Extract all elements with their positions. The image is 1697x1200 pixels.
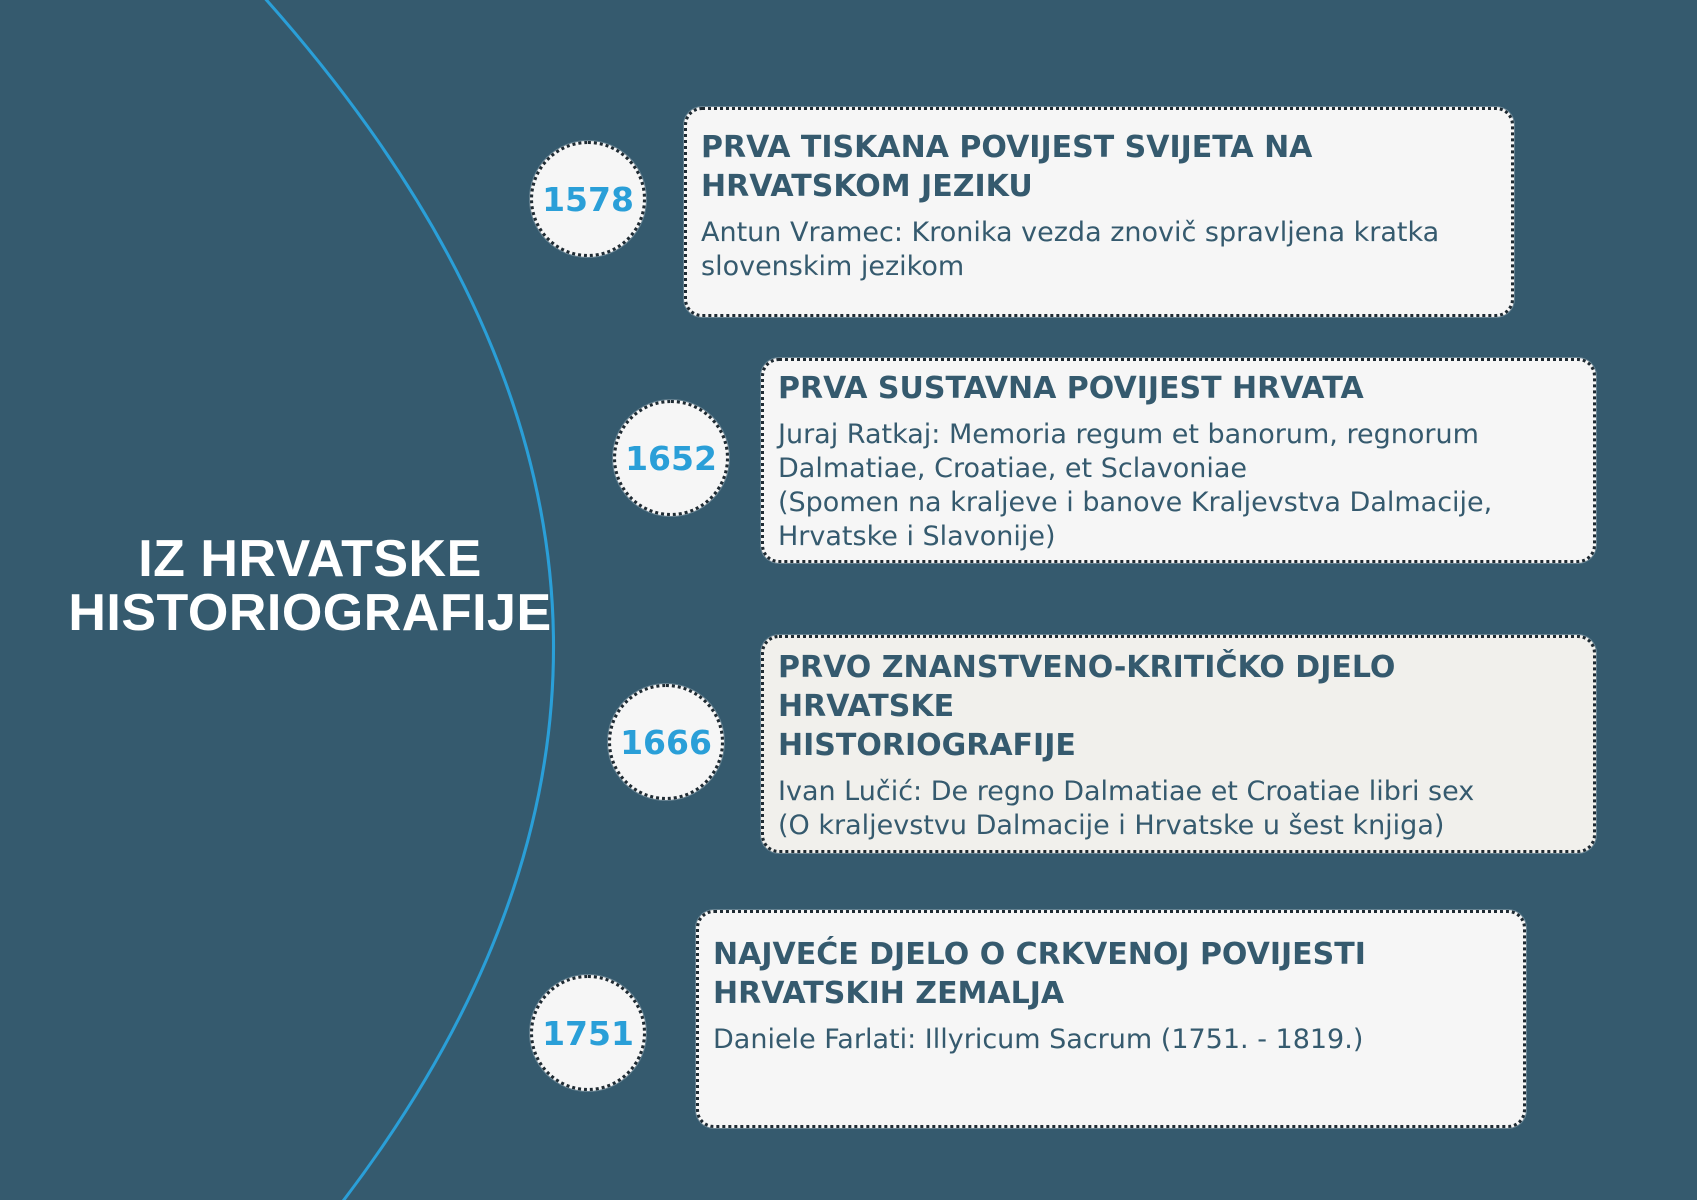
year-label: 1578 — [542, 179, 634, 219]
page-title — [30, 532, 590, 640]
event-heading: PRVA TISKANA POVIJEST SVIJETA NA HRVATSKOM JEZIKU — [701, 130, 1313, 204]
year-badge-1666 — [608, 684, 724, 800]
event-detail: Antun Vramec: Kronika vezda znovič spravljena kratka slovenskim jezikom — [701, 217, 1440, 282]
page-title-line-2: HISTORIOGRAFIJE — [68, 584, 552, 642]
event-card-1751 — [696, 910, 1526, 1128]
event-detail: Daniele Farlati: Illyricum Sacrum (1751. - 1819.) — [713, 1024, 1364, 1055]
event-card-1652 — [761, 358, 1596, 563]
event-detail: Juraj Ratkaj: Memoria regum et banorum, regnorum Dalmatiae, Croatiae, et Sclavoniae (Spomen na kraljeve i banove Kraljevstva Dalmacije, Hrvatske i Slavonije) — [778, 419, 1493, 552]
event-heading: PRVA SUSTAVNA POVIJEST HRVATA — [778, 371, 1364, 406]
year-label: 1751 — [542, 1013, 634, 1053]
event-detail: Ivan Lučić: De regno Dalmatiae et Croatiae libri sex (O kraljevstvu Dalmacije i Hrvatske u šest knjiga) — [778, 776, 1475, 841]
event-heading: NAJVEĆE DJELO O CRKVENOJ POVIJESTI HRVATSKIH ZEMALJA — [713, 937, 1366, 1011]
page-title-line-1: IZ HRVATSKE — [138, 530, 482, 588]
year-badge-1652 — [613, 400, 729, 516]
event-card-1578 — [684, 107, 1514, 317]
year-label: 1652 — [625, 438, 717, 478]
year-badge-1751 — [530, 975, 646, 1091]
year-label: 1666 — [620, 722, 712, 762]
event-heading: PRVO ZNANSTVENO-KRITIČKO DJELO HRVATSKE HISTORIOGRAFIJE — [778, 650, 1396, 763]
event-card-1666 — [761, 635, 1596, 853]
year-badge-1578 — [530, 141, 646, 257]
